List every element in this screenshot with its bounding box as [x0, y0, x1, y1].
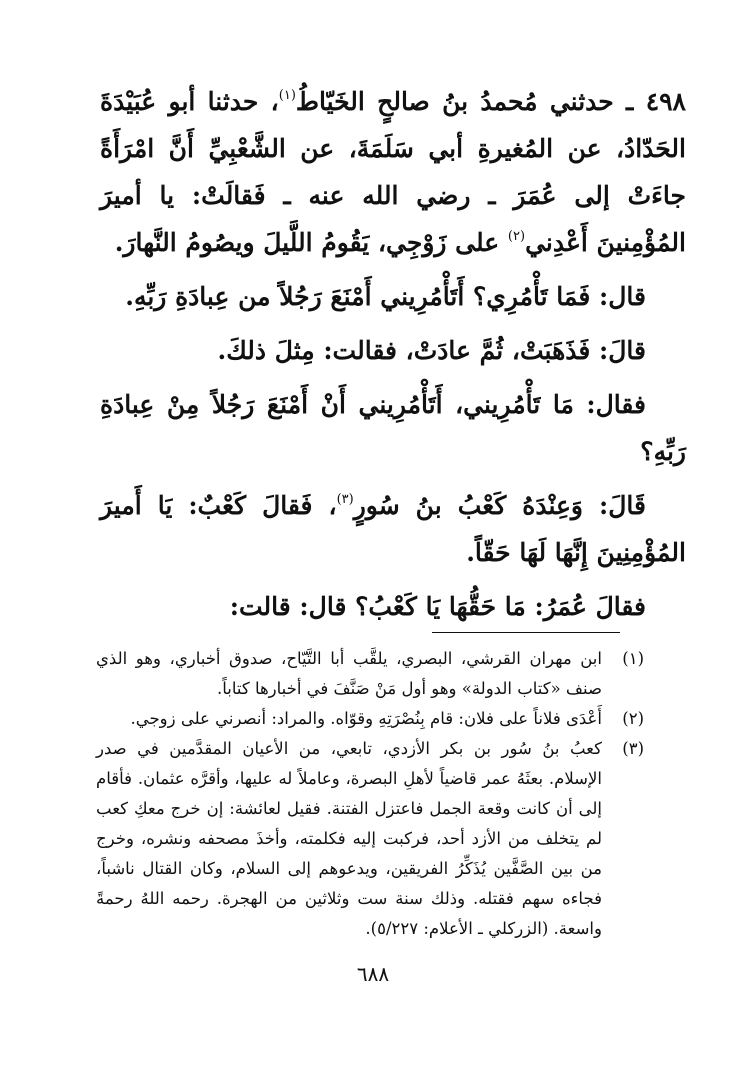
footnote-ref-2: (٢) — [507, 229, 526, 244]
page-number: ٦٨٨ — [356, 962, 390, 986]
paragraph-qal-1: قال: فَمَا تَأْمُرِي؟ أَتَأْمُرِيني أَمْنَعَ رَجُلاً من عِبادَةِ رَبِّهِ. — [125, 282, 646, 311]
footnote-3-number: (٣) — [622, 739, 644, 758]
hadith-chain-end: على زَوْجِي، يَقُومُ اللَّيلَ ويصُومُ النَّهارَ. — [114, 228, 500, 257]
hadith-chain: ، حدثنا أبو عُبَيْدَةَ الحَدّادُ، عن المُغيرةِ أبي سَلَمَةَ، عن الشَّعْبِيِّ أَنَّ امْرَأَةً جاءَتْ إلى عُمَرَ ـ رضي الله عنه ـ فَقالَتْ: يا أميرَ المُؤْمِنينَ أَعْدِني — [100, 87, 686, 257]
paragraph-faqal-1: فقال: مَا تَأْمُرِيني، أَتَأْمُرِيني أَنْ أَمْنَعَ رَجُلاً مِنْ عِبادَةِ رَبِّهِ؟ — [100, 390, 686, 466]
main-text — [100, 78, 686, 630]
footnote-ref-3: (٣) — [336, 492, 354, 507]
footnotes — [96, 644, 644, 944]
footnote-3-text: كعبُ بنُ سُور بن بكر الأزدي، تابعي، من الأعيان المقدَّمين في صدر الإسلام. بعثَهُ عمر قاضياً لأهلِ البصرة، وعاملاً له عليها، وأقرَّه عثمان. فأقام إلى أن كانت وقعة الجمل فاعتزل الفتنة. فقيل لعائشة: إن خرج معكِ كعب لم يتخلف من الأزد أحد، فركبت إليه فكلمته، وأخذَ مصحفه ونشره، وخرج من بين الصَّفَّين يُذَكِّرُ الفريقين، ويدعوهم إلى السلام، وكان القتال ناشباً، فجاءه سهم فقتله. وذلك سنة ست وثلاثين من الهجرة. رحمه اللهُ رحمةً واسعة. (الزركلي ـ الأعلام: ٥/٢٢٧). — [96, 739, 602, 938]
footnote-3 — [96, 734, 644, 944]
footnote-1-text: ابن مهران القرشي، البصري، يلقَّب أبا التَّيّاح، صدوق أخباري، وهو الذي صنف «كتاب الدولة» وهو أول مَنْ صَنَّفَ في أخبارها كتاباً. — [96, 649, 602, 698]
footnote-2-number: (٢) — [622, 709, 644, 728]
paragraph-kaab-end: ، فَقالَ كَعْبٌ: يَا أَميرَ المُؤْمِنِينَ إِنَّهَا لَهَا حَقّاً. — [100, 491, 686, 567]
footnote-1-number: (١) — [622, 649, 644, 668]
paragraph-kaab-start: قَالَ: وَعِنْدَهُ كَعْبُ بنُ سُورٍ — [353, 491, 646, 520]
paragraph-qal-2: قالَ: فَذَهَبَتْ، ثُمَّ عادَتْ، فقالت: مِثلَ ذلكَ. — [217, 336, 646, 365]
hadith-number: ٤٩٨ — [645, 87, 686, 116]
footnote-1 — [96, 644, 644, 704]
hadith-opening: ـ حدثني مُحمدُ بنُ صالحٍ الخَيّاطُ — [295, 87, 634, 116]
footnote-2 — [96, 704, 644, 734]
paragraph-kaab — [100, 482, 686, 576]
paragraph-umar-question: فقالَ عُمَرُ: مَا حَقُّهَا يَا كَعْبُ؟ قال: قالت: — [229, 592, 646, 621]
footnote-ref-1: (١) — [278, 88, 296, 103]
hadith-paragraph — [100, 78, 686, 266]
footnote-separator — [432, 632, 620, 633]
footnote-2-text: أَعْدَى فلاناً على فلان: قام بِنُصْرَتِهِ وقوّاه. والمراد: أنصرني على زوجي. — [130, 709, 602, 728]
